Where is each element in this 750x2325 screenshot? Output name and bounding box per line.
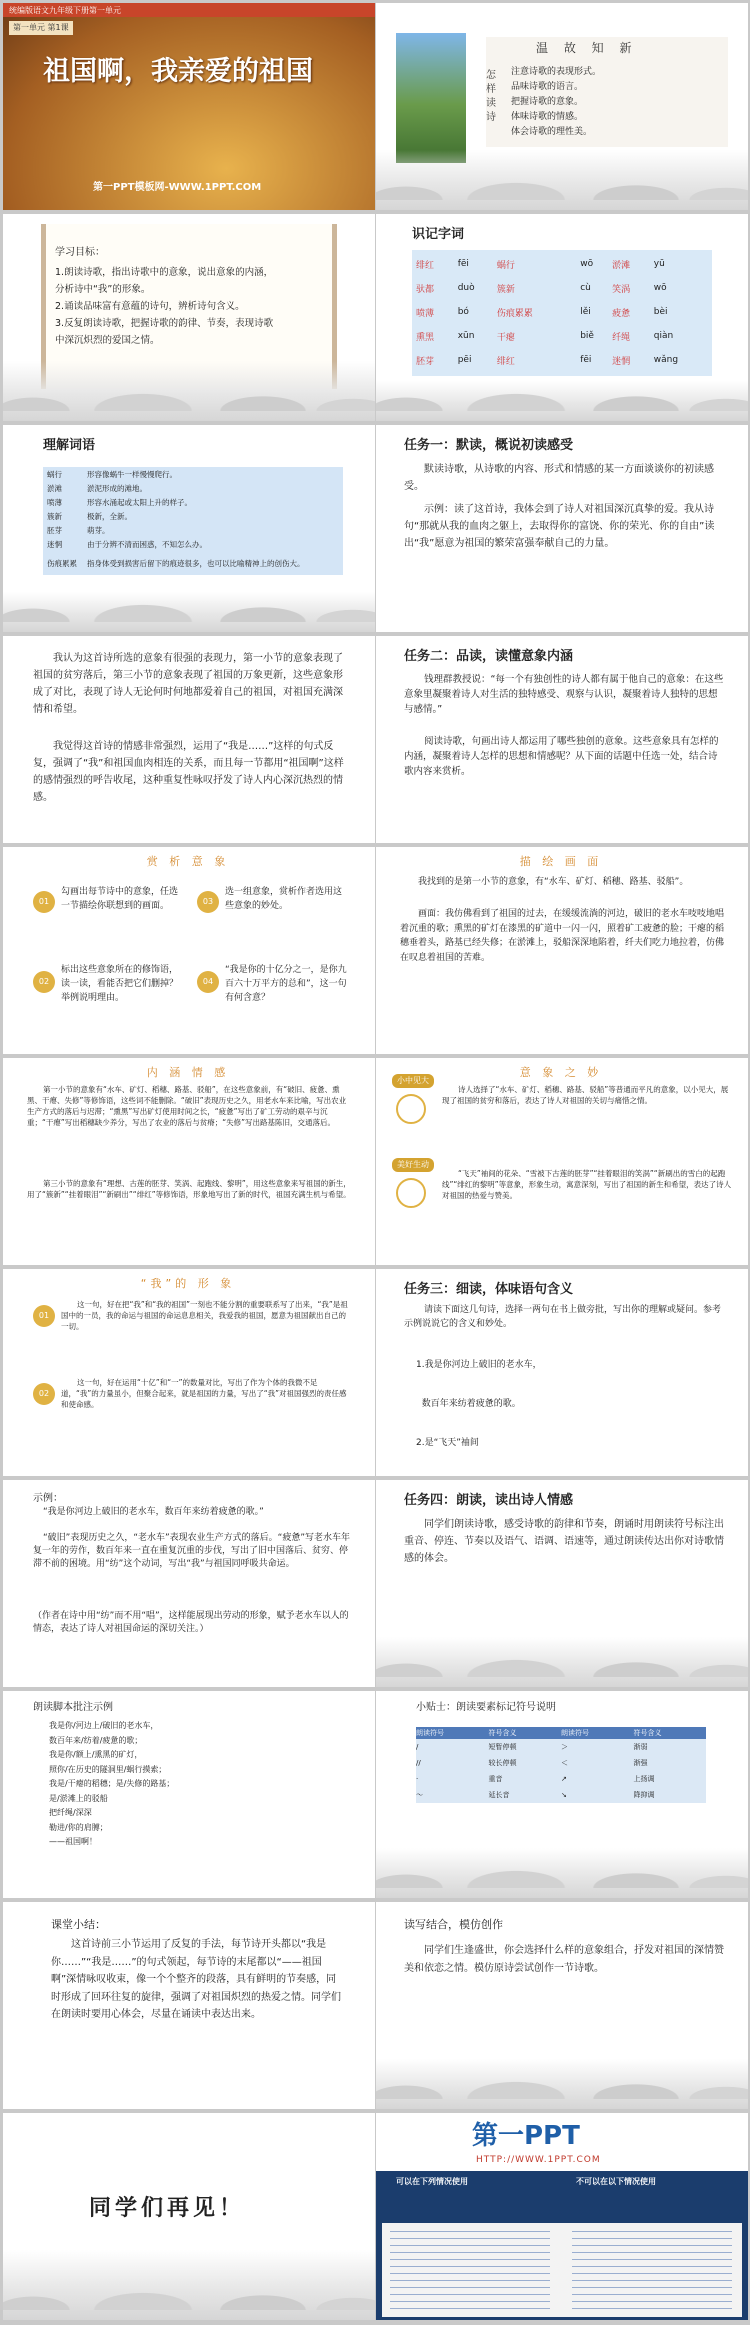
poem-line: 数百年来纺着疲惫的歌。: [416, 1399, 521, 1409]
slide-opinion: [3, 636, 375, 843]
table-cell: 形容水涌起或太阳上升的样子。: [87, 497, 192, 507]
table-cell: 喷薄: [416, 308, 435, 319]
table-cell: 淤滩: [612, 260, 631, 271]
table-row: [43, 467, 343, 481]
table-cell: pēi: [457, 355, 472, 365]
self-p2: 这一句，好在运用“十亿”和“一”的数量对比，写出了作为个体的我微不足道，“我”的力量虽小，但聚合起来，就是祖国的力量，写出了“我”对祖国强烈的责任感和使命感。: [61, 1378, 347, 1409]
example-quote: “我是你河边上破旧的老水车，数百年来纺着疲惫的歌。”: [43, 1507, 264, 1517]
goal-line: 中深沉炽烈的爱国之情。: [55, 335, 160, 346]
goal-line: 3.反复朗读诗歌，把握诗歌的韵律、节奏，表现诗歌: [55, 318, 274, 329]
picture-p2: 画面：我仿佛看到了祖国的过去，在缓缓流淌的河边，破旧的老水车吱吱地唱着沉重的歌；熏黑的矿灯在漆黑的矿道中一闪一闪，照着矿工疲惫的脸；干瘪的稻穗垂着头，路基已经失修；在淤滩上，驳船深深地陷着，纤夫们吃力地拉着，仿佛在叹息着祖国的苦难。: [400, 909, 725, 963]
table-cell: 短暂停顿: [488, 1743, 517, 1751]
slide-summary: [3, 1902, 375, 2109]
table-cell: 绯红: [496, 356, 515, 367]
tips-title: 小贴士：朗读要素标记符号说明: [416, 1702, 556, 1713]
table-row: [416, 1727, 706, 1739]
table-row: [43, 495, 343, 509]
task2-title: 任务二：品读，读懂意象内涵: [404, 649, 574, 664]
script-line: 我是/干瘪的稻穗；是/失修的路基；: [49, 1779, 175, 1788]
writing-title: 读写结合，模仿创作: [404, 1918, 503, 1931]
appreciate-title: 赏 析 意 象: [146, 855, 230, 868]
table-cell: 伤痕累累: [47, 558, 77, 568]
vocab-title: 识记字词: [412, 227, 465, 242]
table-cell: 渐弱: [633, 1743, 648, 1751]
slide-task1: [376, 425, 748, 632]
table-cell: ·: [416, 1775, 419, 1783]
table-cell: 迷惘: [47, 539, 62, 549]
usage-allowed: 可以在下列情况使用: [396, 2177, 468, 2186]
table-cell: ＞: [561, 1743, 568, 1751]
badge-vivid: 美好生动: [392, 1158, 434, 1172]
table-cell: 上扬调: [633, 1775, 655, 1783]
table-cell: ↘: [561, 1791, 567, 1799]
question-3: 标出这些意象所在的修饰语，读一读，看能否把它们删掉？举例说明理由。: [61, 965, 179, 1003]
meaning-title: 内 涵 情 感: [146, 1066, 230, 1079]
cover-title: 祖国啊，我亲爱的祖国: [43, 56, 313, 87]
slide-picture: [376, 847, 748, 1054]
review-title: 温 故 知 新: [536, 41, 638, 55]
table-row: [416, 1739, 706, 1755]
meaning-p2: 第三小节的意象有“理想、古莲的胚芽、笑涡、起跑线、黎明”，用这些意象来写祖国的新生，用了“簇新”“挂着眼泪”“新刷出”“绯红”等修饰语，形象地写出了新的时代，祖国充满生机与希望。: [27, 1179, 351, 1199]
table-cell: 簇新: [496, 284, 515, 295]
goals-head: 学习目标：: [55, 247, 105, 258]
table-row: [416, 252, 710, 276]
script-line: 勒进/你的肩膊；: [49, 1822, 108, 1832]
example-head: 示例：: [33, 1493, 63, 1504]
slide-ad: [376, 2113, 748, 2320]
writing-p1: 同学们生逢盛世，你会选择什么样的意象组合，抒发对祖国的深情赞美和依恋之情。模仿原诗尝试创作一节诗歌。: [404, 1945, 724, 1974]
table-cell: 喷薄: [47, 497, 62, 507]
task1-p1: 默读诗歌，从诗歌的内容、形式和情感的某一方面谈谈你的初读感受。: [404, 464, 714, 492]
slide-tips: [376, 1691, 748, 1898]
course-label: 统编版语文九年级下册第一单元: [9, 6, 121, 15]
task4-title: 任务四：朗读，读出诗人情感: [404, 1493, 574, 1508]
table-cell: ＜: [561, 1759, 568, 1767]
slide-task2: [376, 636, 748, 843]
script-line: ——祖国啊！: [49, 1837, 97, 1846]
ppt-url: HTTP://WWW.1PPT.COM: [476, 2155, 601, 2165]
table-cell: ～: [416, 1791, 423, 1799]
num-badge: 01: [33, 1305, 55, 1327]
tips-table: [416, 1727, 706, 1803]
table-cell: 干瘪: [496, 332, 515, 343]
table-cell: 熏黑: [416, 332, 435, 343]
table-cell: 朗读符号: [561, 1729, 589, 1737]
wonder-p2: “飞天”袖间的花朵、“雪被下古莲的胚芽”“挂着眼泪的笑涡”“新刷出的雪白的起跑线”“绯红的黎明”等意象，形象生动，寓意深刻，写出了祖国的新生和希望，表达了诗人对祖国的热爱与赞美。: [442, 1169, 732, 1200]
table-cell: 指身体受到损害后留下的痕迹很多，也可以比喻精神上的创伤大。: [87, 558, 305, 568]
slide-example: [3, 1480, 375, 1687]
table-cell: 符号含义: [633, 1729, 662, 1737]
review-line: 注意诗歌的表现形式。: [511, 67, 602, 77]
table-cell: 笑涡: [612, 284, 631, 295]
review-line: 体味诗歌的情感。: [511, 112, 584, 122]
words-table: [43, 467, 343, 575]
table-cell: wō: [653, 283, 667, 293]
table-cell: 疲惫: [612, 308, 631, 319]
num-badge: 02: [33, 971, 55, 993]
table-row: [416, 1771, 706, 1787]
slide-goals: [3, 214, 375, 421]
table-row: [416, 324, 710, 348]
table-cell: lěi: [580, 307, 591, 317]
table-cell: 淤泥形成的滩地。: [87, 483, 147, 493]
self-title: “我”的 形 象: [140, 1277, 236, 1290]
review-line: 把握诗歌的意象。: [511, 97, 584, 107]
usage-forbidden: 不可以在以下情况使用: [576, 2177, 656, 2186]
table-row: [43, 537, 343, 551]
table-row: [43, 481, 343, 495]
table-cell: 蜗行: [496, 260, 515, 271]
table-cell: 降抑调: [633, 1791, 655, 1799]
script-line: 我是你/河边上/破旧的老水车，: [49, 1721, 159, 1730]
table-row: [416, 276, 710, 300]
table-cell: /: [416, 1743, 419, 1751]
slide-script: [3, 1691, 375, 1898]
table-row: [416, 348, 710, 372]
opinion-p2: 我觉得这首诗的情感非常强烈，运用了“我是……”这样的句式反复，强调了“我”和祖国血肉相连的关系，而且每一节都用“祖国啊”这样的感情强烈的呼告收尾，这种重复性咏叹抒发了诗人内心深沉热烈的情感。: [33, 741, 344, 803]
table-cell: 符号含义: [488, 1729, 517, 1737]
table-cell: 朗读符号: [416, 1729, 444, 1737]
vocab-table: [416, 252, 710, 372]
table-cell: ↗: [561, 1775, 567, 1783]
script-line: 把纤绳/深深: [49, 1808, 92, 1817]
goal-line: 2.诵读品味富有意蕴的诗句，辨析诗句含义。: [55, 301, 245, 312]
slide-wonder: [376, 1058, 748, 1265]
wonder-title: 意 象 之 妙: [519, 1066, 603, 1079]
num-badge: 03: [197, 891, 219, 913]
table-cell: 渐强: [633, 1759, 648, 1767]
table-cell: duò: [457, 283, 475, 293]
goodbye-text: 同学们再见！: [89, 2195, 246, 2221]
slide-words: [3, 425, 375, 632]
opinion-p1: 我认为这首诗所选的意象有很强的表现力，第一小节的意象表现了祖国的贫穷落后，第三小节的意象表现了祖国的万象更新，这些意象形成了对比，表现了诗人无论何时何地都爱着自己的祖国，对祖国充满深情和希望。: [33, 653, 343, 715]
slide-cover: [3, 3, 375, 210]
table-cell: 淤滩: [47, 483, 62, 493]
task3-title: 任务三：细读，体味语句含义: [404, 1282, 574, 1297]
slide-vocab: [376, 214, 748, 421]
example-analysis: “破旧”表现历史之久，“老水车”表现农业生产方式的落后。“疲惫”写老水车年复一年的劳作，数百年来一直在重复沉重的步伐，写出了旧中国落后、贫穷、停滞不前的困境。用“纺”这个动词，写出“我”与祖国同呼吸共命运。: [33, 1533, 350, 1569]
table-cell: 纤绳: [612, 332, 631, 343]
meaning-p1: 第一小节的意象有“水车、矿灯、稻穗、路基、驳船”，在这些意象前，有“破旧、疲惫、熏黑、干瘪、失修”等修饰语，这些词不能删除。“破旧”表现历史之久，用老水车来比喻，写出农业生产方式的落后与迟滞；“熏黑”写出矿灯使用时间之长，“疲惫”写出了矿工劳动的艰辛与沉重；“干瘪”写出稻穗缺少养分，写出了农业的落后与贫瘠；“失修”写出路基陈旧，交通落后。: [27, 1085, 347, 1127]
table-cell: qiàn: [653, 331, 674, 341]
table-cell: wǎng: [653, 355, 679, 365]
table-cell: 簇新: [47, 511, 62, 521]
table-cell: //: [416, 1759, 421, 1767]
table-cell: 胚芽: [416, 356, 435, 367]
ppt-mark: 第一PPT模板网-WWW.1PPT.COM: [93, 182, 262, 193]
self-p1: 这一句，好在把“我”和“我的祖国”一刻也不能分割的重要联系写了出来，“我”是祖国中的一员，我的命运与祖国的命运息息相关，我爱我的祖国，愿意为祖国献出自己的一切。: [61, 1300, 348, 1331]
slide-appreciate: [3, 847, 375, 1054]
summary-title: 课堂小结：: [51, 1918, 106, 1931]
summary-p1: 这首诗前三小节运用了反复的手法，每节诗开头都以“我是你……”“我是……”的句式领起，每节诗的末尾都以“——祖国啊”深情咏叹收束，像一个个整齐的段落，具有鲜明的节奏感，同时形成了回环往复的旋律，强调了对祖国炽烈的热爱之情。同学们在朗读时要用心体会，尽量在诵读中表达出来。: [51, 1939, 341, 2020]
slide-task4: [376, 1480, 748, 1687]
words-title: 理解词语: [43, 438, 96, 453]
table-cell: 胚芽: [47, 525, 62, 535]
table-cell: cù: [580, 283, 591, 293]
task1-p2: 示例：读了这首诗，我体会到了诗人对祖国深沉真挚的爱。我从诗句“那就从我的血肉之躯上，去取得你的富饶、你的荣光、你的自由”读出“我”愿意为祖国的繁荣富强奉献自己的力量。: [404, 504, 715, 549]
task3-intro: 请读下面这几句诗，选择一两句在书上做旁批，写出你的理解或疑问。参考示例说说它的含义和妙处。: [404, 1305, 722, 1329]
script-line: 数百年来/纺着/疲惫的歌；: [49, 1735, 143, 1745]
table-cell: xūn: [457, 331, 475, 341]
table-cell: 延长音: [488, 1791, 510, 1799]
script-line: 是/淤滩上的驳船: [49, 1793, 108, 1803]
ppt-logo: 第一PPT: [472, 2121, 580, 2151]
slide-self-image: [3, 1269, 375, 1476]
table-cell: 伤痕累累: [496, 308, 533, 319]
num-badge: 04: [197, 971, 219, 993]
table-cell: biě: [580, 331, 594, 341]
review-side: 怎样读诗: [486, 70, 496, 123]
script-title: 朗读脚本批注示例: [33, 1702, 113, 1713]
poem-line: 1.我是你河边上破旧的老水车，: [416, 1360, 542, 1370]
table-cell: wō: [580, 259, 594, 269]
table-row: [43, 509, 343, 523]
table-cell: fēi: [580, 355, 592, 365]
table-cell: 形容像蜗牛一样慢慢爬行。: [87, 469, 177, 479]
review-line: 体会诗歌的理性美。: [511, 127, 593, 137]
table-cell: bó: [457, 307, 469, 317]
table-row: [43, 523, 343, 537]
goal-line: 分析诗中“我”的形象。: [55, 284, 151, 295]
mountain-image: [396, 33, 466, 163]
slide-writing: [376, 1902, 748, 2109]
table-cell: fēi: [457, 259, 469, 269]
table-row: [416, 1787, 706, 1803]
table-cell: 重音: [488, 1775, 503, 1783]
question-4: “我是你的十亿分之一，是你九百六十万平方的总和”，这一句有何含意？: [225, 965, 347, 1003]
table-cell: 蜗行: [47, 469, 62, 479]
lesson-tag: 第一单元 第1课: [9, 21, 73, 35]
table-row: [416, 300, 710, 324]
num-badge: 01: [33, 891, 55, 913]
slide-review: [376, 3, 748, 210]
question-1: 勾画出每节诗中的意象，任选一节描绘你联想到的画面。: [61, 887, 179, 911]
picture-title: 描 绘 画 面: [519, 855, 603, 868]
table-cell: 驮都: [416, 284, 435, 295]
table-cell: 萌芽。: [87, 525, 110, 535]
goal-line: 1.朗读诗歌，指出诗歌中的意象，说出意象的内涵，: [55, 267, 274, 278]
table-cell: yū: [653, 259, 665, 269]
slide-task3: [376, 1269, 748, 1476]
badge-small-big: 小中见大: [392, 1074, 434, 1088]
poem-line: 2.是“飞天”袖间: [416, 1438, 479, 1448]
table-cell: bèi: [653, 307, 668, 317]
picture-p1: 我找到的是第一小节的意象，有“水车、矿灯、稻穗、路基、驳船”。: [418, 877, 689, 887]
table-row: [43, 551, 343, 575]
task4-p1: 同学们朗读诗歌，感受诗歌的韵律和节奏，朗诵时用朗读符号标注出重音、停连、节奏以及语气、语调、语速等，通过朗读传达出你对诗歌情感的体会。: [404, 1519, 724, 1564]
table-cell: 由于分辨不清而困惑，不知怎么办。: [87, 539, 207, 549]
slide-meaning: [3, 1058, 375, 1265]
question-2: 选一组意象，赏析作者选用这些意象的妙处。: [225, 887, 343, 911]
table-cell: 极新，全新。: [87, 511, 132, 521]
task2-p2: 阅读诗歌，句画出诗人都运用了哪些独创的意象。这些意象具有怎样的内涵，凝聚着诗人怎样的思想和情感呢？从下面的话题中任选一处，结合诗歌内容来赏析。: [404, 736, 719, 777]
table-cell: 迷惘: [612, 356, 631, 367]
table-cell: 较长停顿: [488, 1759, 517, 1767]
task2-p1: 钱理群教授说：“每一个有独创性的诗人都有属于他自己的意象：在这些意象里凝聚着诗人对生活的独特感受、观察与认识，凝聚着诗人独特的思想与感情。”: [404, 674, 724, 715]
script-line: 我是你/额上/熏黑的矿灯，: [49, 1750, 143, 1759]
wonder-p1: 诗人选择了“水车、矿灯、稻穗、路基、驳船”等普通而平凡的意象，以小见大，展现了祖国的贫穷和落后，表达了诗人对祖国的关切与痛惜之情。: [442, 1085, 729, 1105]
task1-title: 任务一：默读，概说初读感受: [404, 438, 574, 453]
review-line: 品味诗歌的语言。: [511, 82, 584, 92]
num-badge: 02: [33, 1383, 55, 1405]
table-cell: 绯红: [416, 260, 435, 271]
slide-goodbye: [3, 2113, 375, 2320]
example-note: （作者在诗中用“纺”而不用“唱”，这样能展现出劳动的形象，赋予老水车以人的情态，表达了诗人对祖国命运的深切关注。）: [33, 1611, 349, 1634]
script-line: 照你/在历史的隧洞里/蜗行摸索；: [49, 1764, 167, 1774]
table-row: [416, 1755, 706, 1771]
